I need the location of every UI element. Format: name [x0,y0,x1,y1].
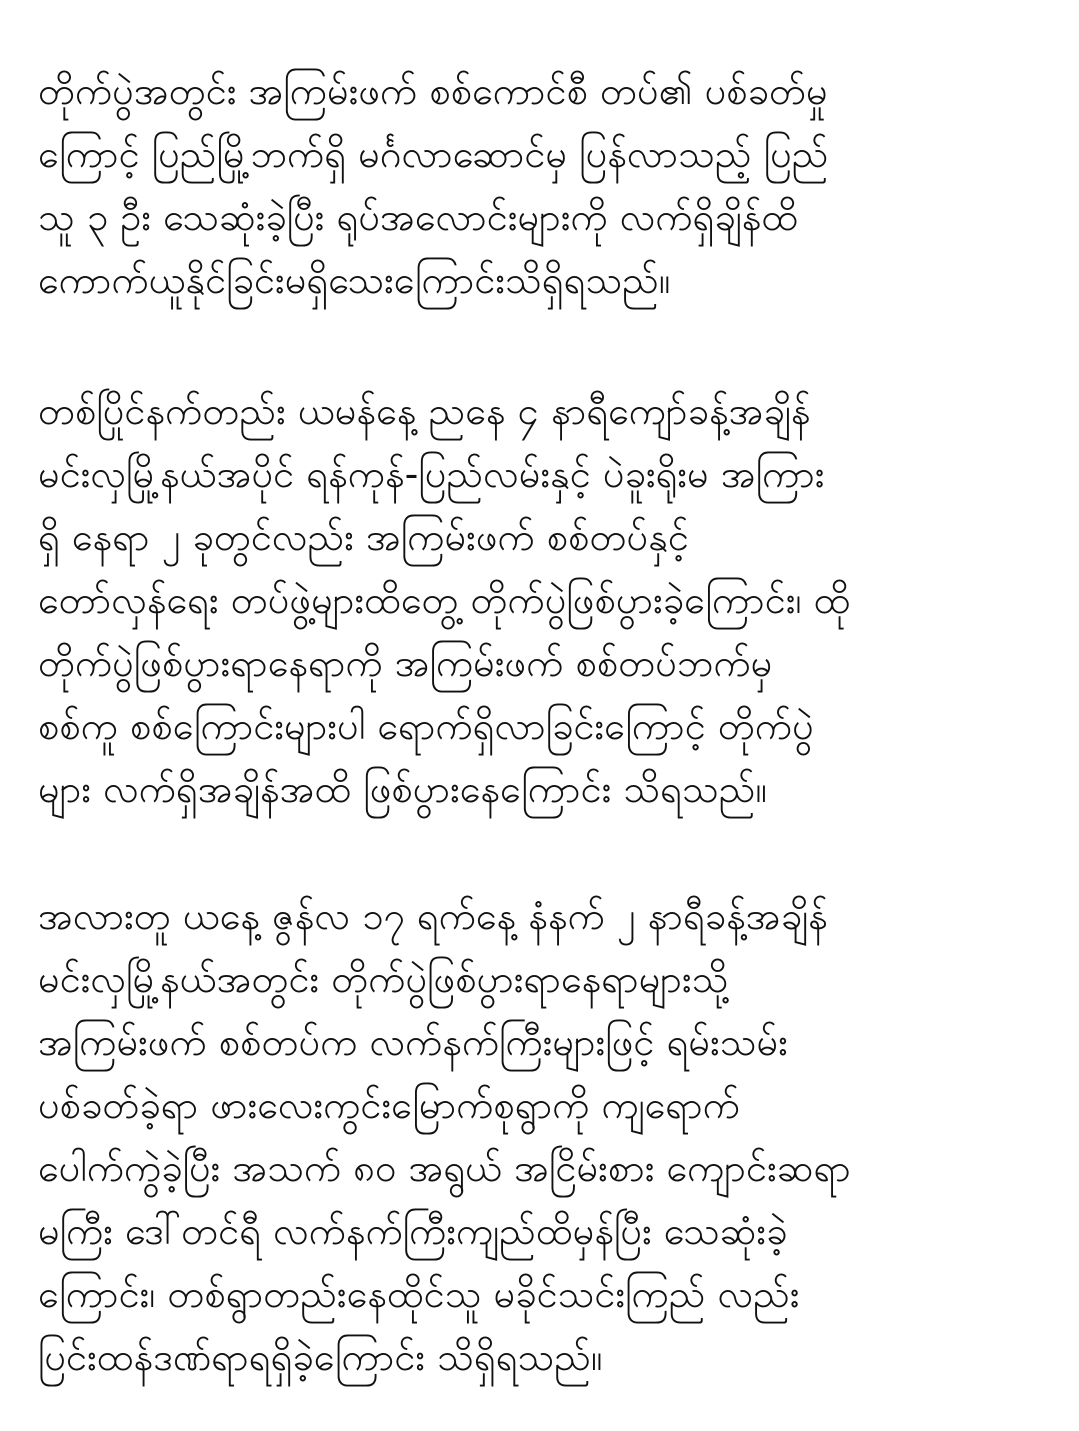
text-line: ပေါက်ကွဲခဲ့ပြီး အသက် ၈၀ အရွယ် အငြိမ်းစား ကျောင်းဆရာ [38,1146,851,1190]
paragraph-1 [38,60,1048,312]
text-line: မင်းလှမြို့နယ်အပိုင် ရန်ကုန်-ပြည်လမ်းနှင့် ပဲခူးရိုးမ အကြား [38,452,825,496]
text-line: အကြမ်းဖက် စစ်တပ်က လက်နက်ကြီးများဖြင့် ရမ်းသမ်း [38,1020,788,1064]
text-line: သူ ၃ ဦး သေဆုံးခဲ့ပြီး ရုပ်အလောင်းများကို လက်ရှိချိန်ထိ [38,195,799,239]
text-line: တိုက်ပွဲအတွင်း အကြမ်းဖက် စစ်ကောင်စီ တပ်၏ ပစ်ခတ်မှု [38,69,828,113]
paragraph-2 [38,380,1048,821]
text-line: စစ်ကူ စစ်ကြောင်းများပါ ရောက်ရှိလာခြင်းကြောင့် တိုက်ပွဲ [38,704,814,748]
text-line: ပြင်းထန်ဒဏ်ရာရရှိခဲ့ကြောင်း သိရှိရသည်။ [38,1335,603,1379]
text-line: ကြောင်း၊ တစ်ရွာတည်းနေထိုင်သူ မခိုင်သင်းကြည် လည်း [38,1272,800,1316]
paragraph-3 [38,885,1048,1389]
text-line: ကြောင့် ပြည်မြို့ဘက်ရှိ မင်္ဂလာဆောင်မှ ပြန်လာသည့် ပြည် [38,132,829,176]
text-line: တိုက်ပွဲဖြစ်ပွားရာနေရာကို အကြမ်းဖက် စစ်တပ်ဘက်မှ [38,641,773,685]
text-line: ကောက်ယူနိုင်ခြင်းမရှိသေးကြောင်းသိရှိရသည်။ [38,258,671,302]
text-line: အလားတူ ယနေ့ ဇွန်လ ၁၇ ရက်နေ့ နံနက် ၂ နာရီခန့်အချိန် [38,894,828,938]
text-line: များ လက်ရှိအချိန်အထိ ဖြစ်ပွားနေကြောင်း သိရသည်။ [38,767,767,811]
text-line: မင်းလှမြို့နယ်အတွင်း တိုက်ပွဲဖြစ်ပွားရာနေရာများသို့ [38,957,729,1001]
text-line: တော်လှန်ရေး တပ်ဖွဲ့များထိတွေ့ တိုက်ပွဲဖြစ်ပွားခဲ့ကြောင်း၊ ထို [38,578,851,622]
text-line: တစ်ပြိုင်နက်တည်း ယမန်နေ့ ညနေ ၄ နာရီကျော်ခန့်အချိန် [38,389,811,433]
text-line: ရှိ နေရာ ၂ ခုတွင်လည်း အကြမ်းဖက် စစ်တပ်နှင့် [38,515,689,559]
text-line: ပစ်ခတ်ခဲ့ရာ ဖားလေးကွင်းမြောက်စုရွာကို ကျရောက် [38,1083,740,1127]
text-line: မကြီး ဒေါ်တင်ရီ လက်နက်ကြီးကျည်ထိမှန်ပြီး သေဆုံးခဲ့ [38,1209,788,1253]
